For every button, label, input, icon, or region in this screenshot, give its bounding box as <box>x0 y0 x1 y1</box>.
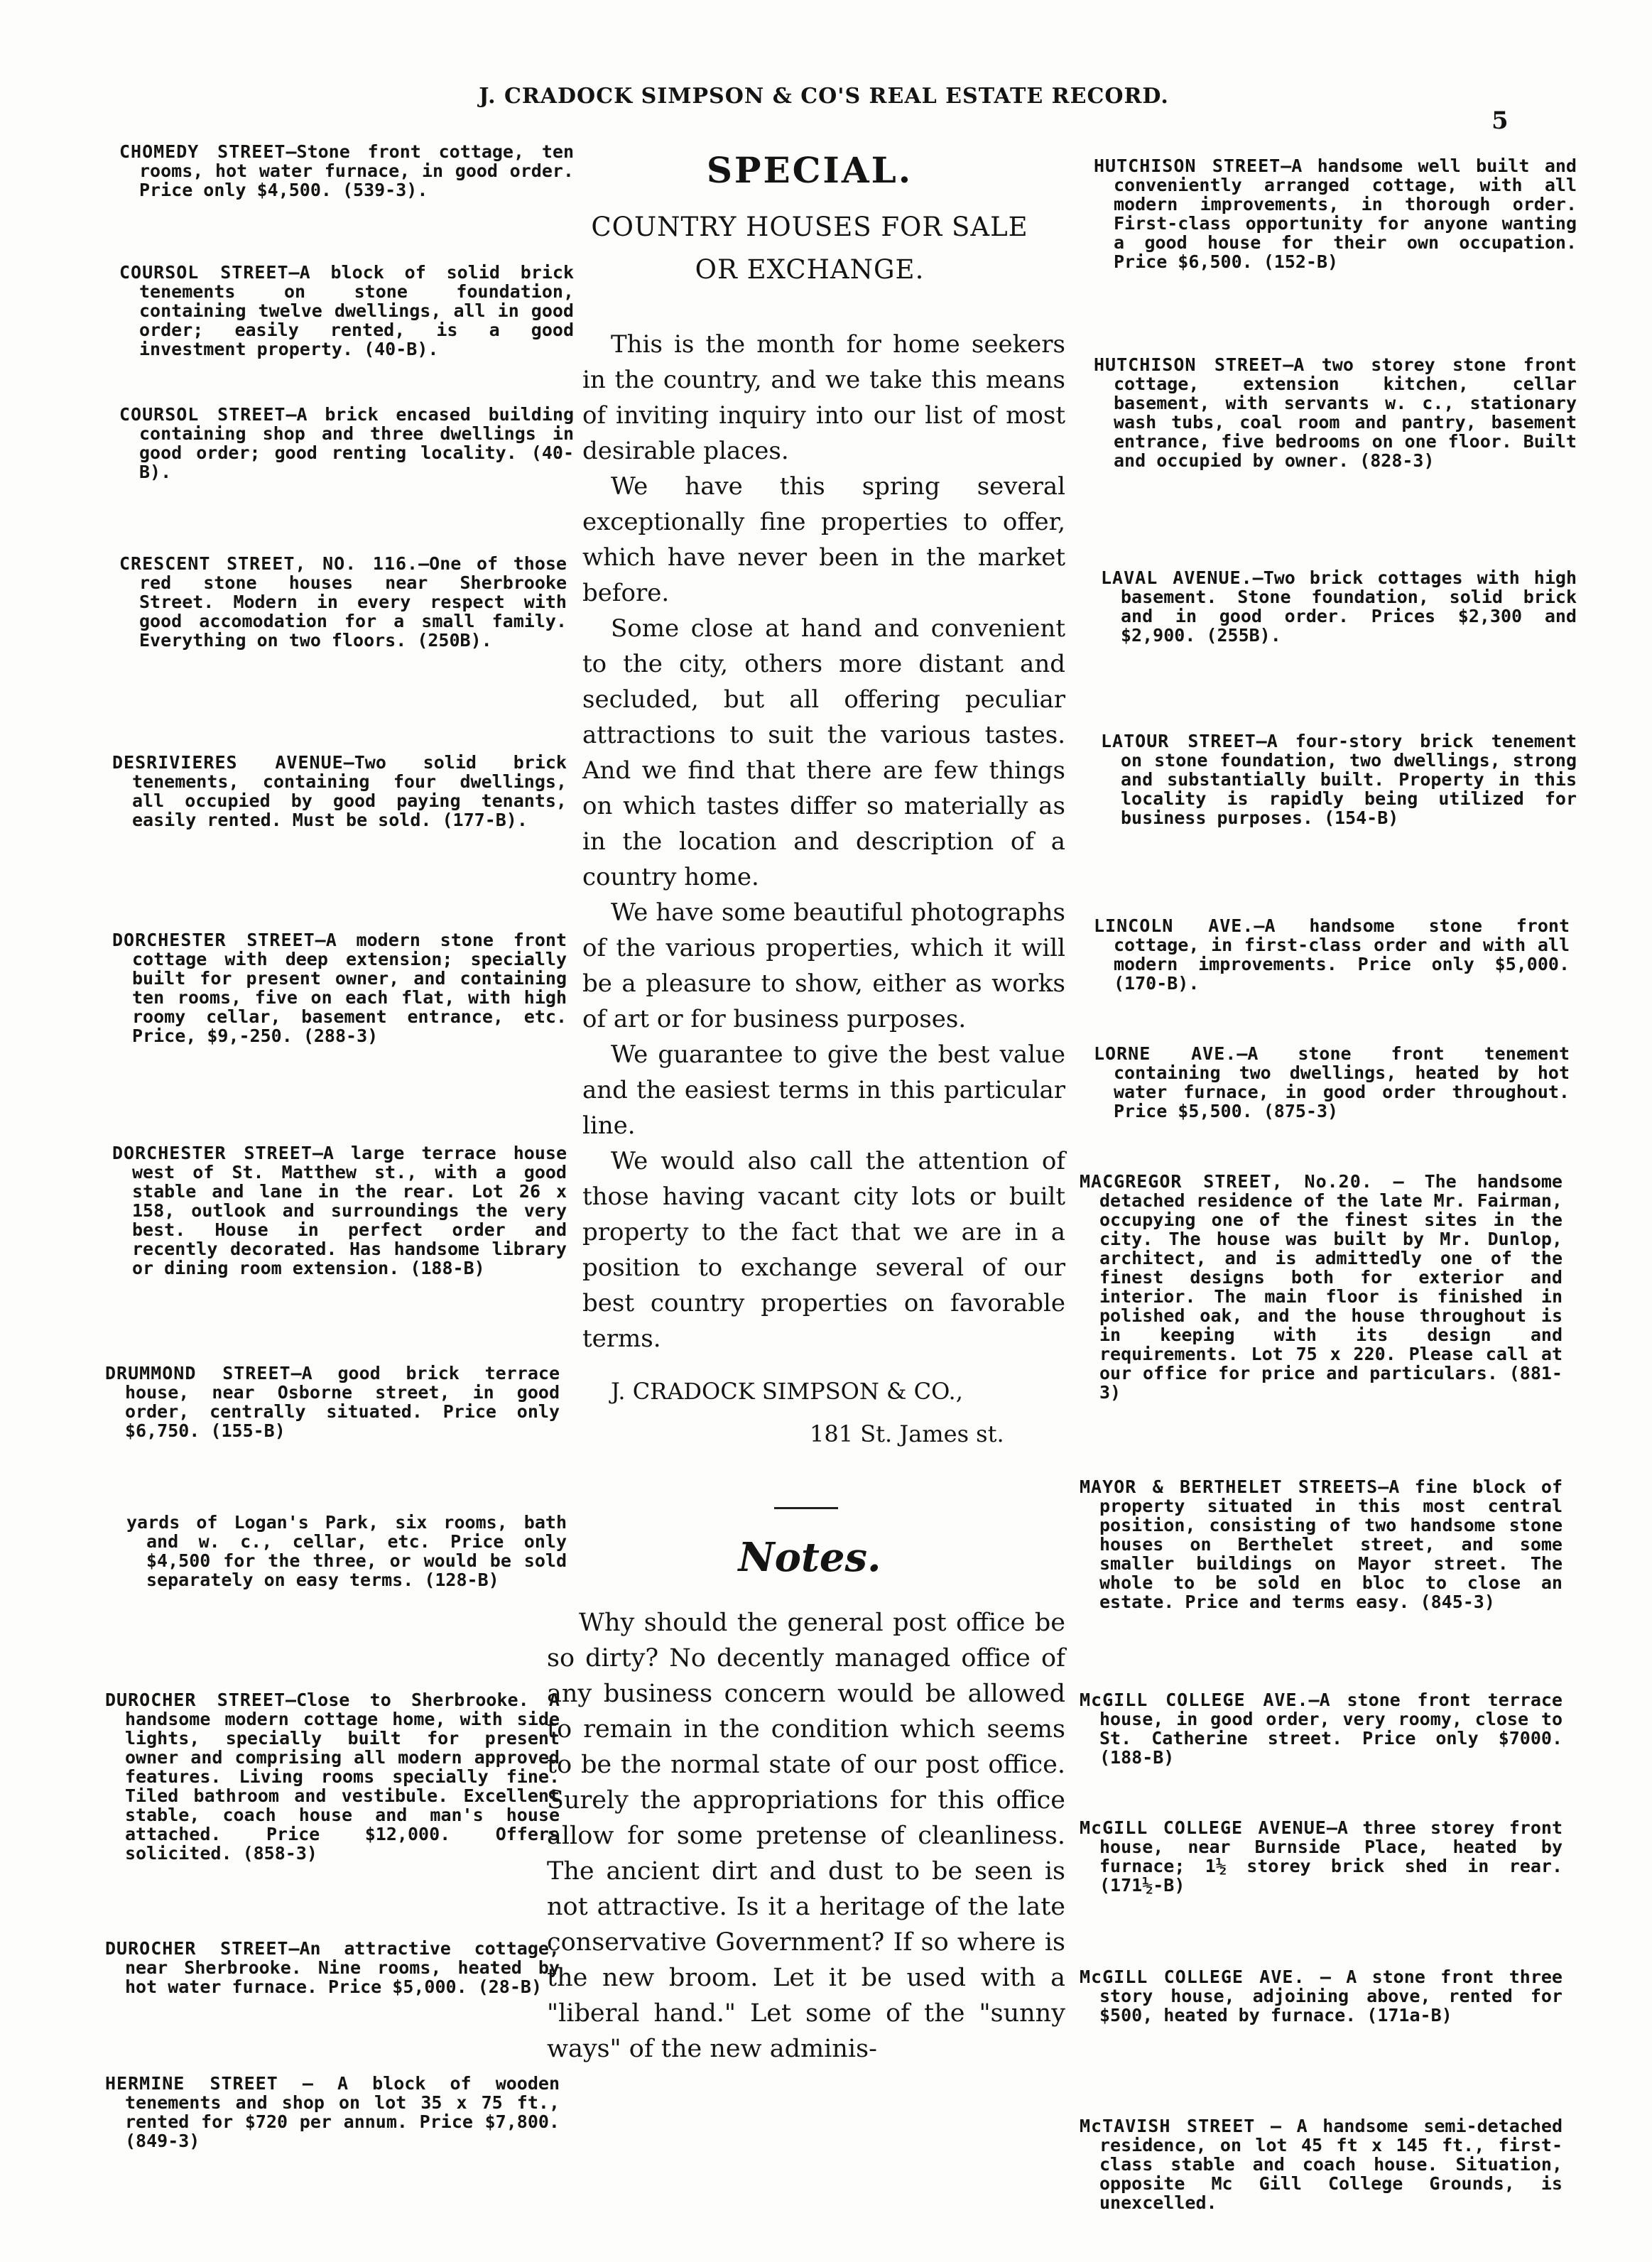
listing: yards of Logan's Park, six rooms, bath and w. c., cellar, etc. Price only $4,500 for the three, or would be sold separately on easy terms. (128-B) <box>126 1512 567 1590</box>
listing: McGILL COLLEGE AVE. — A stone front three story house, adjoining above, rented for $500, heated by furnace. (171a-B) <box>1080 1967 1563 2026</box>
listing: DESRIVIERES AVENUE—Two solid brick tenements, containing four dwellings, all occupied by good paying tenants, easily rented. Must be sold. (177-B). <box>112 752 567 830</box>
listing: HERMINE STREET — A block of wooden tenements and shop on lot 35 x 75 ft., rented for $720 per annum. Price $7,800. (849-3) <box>105 2073 560 2151</box>
listing: HUTCHISON STREET—A handsome well built and conveniently arranged cottage, with all modern improvements, in thorough order. First-class opportunity for anyone wanting a good house for their own occupation. Price $6,500. (152-B) <box>1094 156 1577 272</box>
listing: MACGREGOR STREET, No.20. — The handsome detached residence of the late Mr. Fairman, occupying one of the finest sites in the city. The house was built by Mr. Dunlop, architect, and is admittedly one of the finest designs both for exterior and interior. The main floor is finished in polished oak, and the house throughout is in keeping with its design and requirements. Lot 75 x 220. Please call at our office for price and particulars. (881-3) <box>1080 1171 1563 1403</box>
listing: DUROCHER STREET—Close to Sherbrooke. A handsome modern cottage home, with side lights, specially built for present owner and comprising all modern approved features. Living rooms specially fine. Tiled bathroom and vestibule. Excellent stable, coach house and man's house attached. Price $12,000. Offers solicited. (858-3) <box>105 1690 560 1864</box>
listing: DORCHESTER STREET—A large terrace house west of St. Matthew st., with a good stable and lane in the rear. Lot 26 x 158, outlook and surroundings the very best. House in perfect order and recently decorated. Has handsome library or dining room extension. (188-B) <box>112 1143 567 1278</box>
listing: McGILL COLLEGE AVENUE—A three storey front house, near Burnside Place, heated by furnace; 1½ storey brick shed in rear. (171½-B) <box>1080 1817 1563 1896</box>
listing: LATOUR STREET—A four-story brick tenement on stone foundation, two dwellings, strong and substantially built. Property in this locality is rapidly being utilized for business purposes. (154-B) <box>1101 731 1577 828</box>
listing: CHOMEDY STREET—Stone front cottage, ten rooms, hot water furnace, in good order. Price only $4,500. (539-3). <box>119 141 574 200</box>
listing: LAVAL AVENUE.—Two brick cottages with high basement. Stone foundation, solid brick and in good order. Prices $2,300 and $2,900. (255B). <box>1101 567 1577 646</box>
special-title: SPECIAL. <box>706 149 913 191</box>
listing: DRUMMOND STREET—A good brick terrace house, near Osborne street, in good order, centrally situated. Price only $6,750. (155-B) <box>105 1363 560 1441</box>
signature-address: 181 St. James st. <box>810 1420 1004 1447</box>
listing: COURSOL STREET—A brick encased building containing shop and three dwellings in good order; good renting locality. (40-B). <box>119 404 574 482</box>
page-number: 5 <box>1491 107 1509 135</box>
page-header: J. CRADOCK SIMPSON & CO'S REAL ESTATE RECORD. <box>479 84 1169 109</box>
listing: McGILL COLLEGE AVE.—A stone front terrace house, in good order, very roomy, close to St. Catherine street. Price only $7000. (188-B) <box>1080 1690 1563 1768</box>
divider <box>774 1507 838 1509</box>
listing: DUROCHER STREET—An attractive cottage, near Sherbrooke. Nine rooms, heated by hot water furnace. Price $5,000. (28-B) <box>105 1938 560 1997</box>
listing: McTAVISH STREET — A handsome semi-detached residence, on lot 45 ft x 145 ft., first-class stable and coach house. Situation, opposite Mc Gill College Grounds, is unexcelled. <box>1080 2116 1563 2213</box>
listing: CRESCENT STREET, NO. 116.—One of those red stone houses near Sherbrooke Street. Modern in every respect with good accomodation for a small family. Everything on two floors. (250B). <box>119 553 567 651</box>
listing: LINCOLN AVE.—A handsome stone front cottage, in first-class order and with all modern improvements. Price only $5,000. (170-B). <box>1094 915 1570 994</box>
listing: COURSOL STREET—A block of solid brick tenements on stone foundation, containing twelve dwellings, all in good order; easily rented, is a good investment property. (40-B). <box>119 262 575 359</box>
listing: MAYOR & BERTHELET STREETS—A fine block of property situated in this most central position, consisting of two handsome stone houses on Berthelet street, and some smaller buildings on Mayor street. The whole to be sold en bloc to close an estate. Price and terms easy. (845-3) <box>1080 1477 1563 1612</box>
special-subtitle: COUNTRY HOUSES FOR SALE OR EXCHANGE. <box>591 212 1028 285</box>
notes-title: Notes. <box>738 1534 881 1581</box>
notes-body: Why should the general post office be so dirty? No decently managed office of any business concern would be allowed to remain in the condition which seems to be the normal state of our post office. Surely the appropriations for this office allow for some pretense of cleanliness. The ancient dirt and dust to be seen is not attractive. Is it a heritage of the late conservative Government? If so where is the new broom. Let it be used with a "liberal hand." Let some of the "sunny ways" of the new adminis- <box>547 1609 1065 2063</box>
listing: DORCHESTER STREET—A modern stone front cottage with deep extension; specially built for present owner, and containing ten rooms, five on each flat, with high roomy cellar, basement entrance, etc. Price, $9,-250. (288-3) <box>112 930 567 1046</box>
listing: HUTCHISON STREET—A two storey stone front cottage, extension kitchen, cellar basement, with servants w. c., stationary wash tubs, coal room and pantry, basement entrance, five bedrooms on one floor. Built and occupied by owner. (828-3) <box>1094 354 1577 471</box>
special-body: This is the month for home seekers in the country, and we take this means of inviting inquiry into our list of most desirable places. We have this spring several exceptionally fine properties to offer, which have never been in the market before. Some close at hand and convenient to the city, others more distant and secluded, but all offering peculiar attractions to suit the various tastes. And we find that there are few things on which tastes differ so materially as in the location and description of a country home. We have some beautiful photographs of the various properties, which it will be a pleasure to show, either as works of art or for business purposes. We guarantee to give the best value and the easiest terms in this particular line. We would also call the attention of those having vacant city lots or built property to the fact that we are in a position to exchange several of our best country properties on favorable terms. <box>582 330 1065 1353</box>
listing: LORNE AVE.—A stone front tenement containing two dwellings, heated by hot water furnace, in good order throughout. Price $5,500. (875-3) <box>1094 1043 1570 1121</box>
signature-name: J. CRADOCK SIMPSON & CO., <box>611 1378 963 1405</box>
